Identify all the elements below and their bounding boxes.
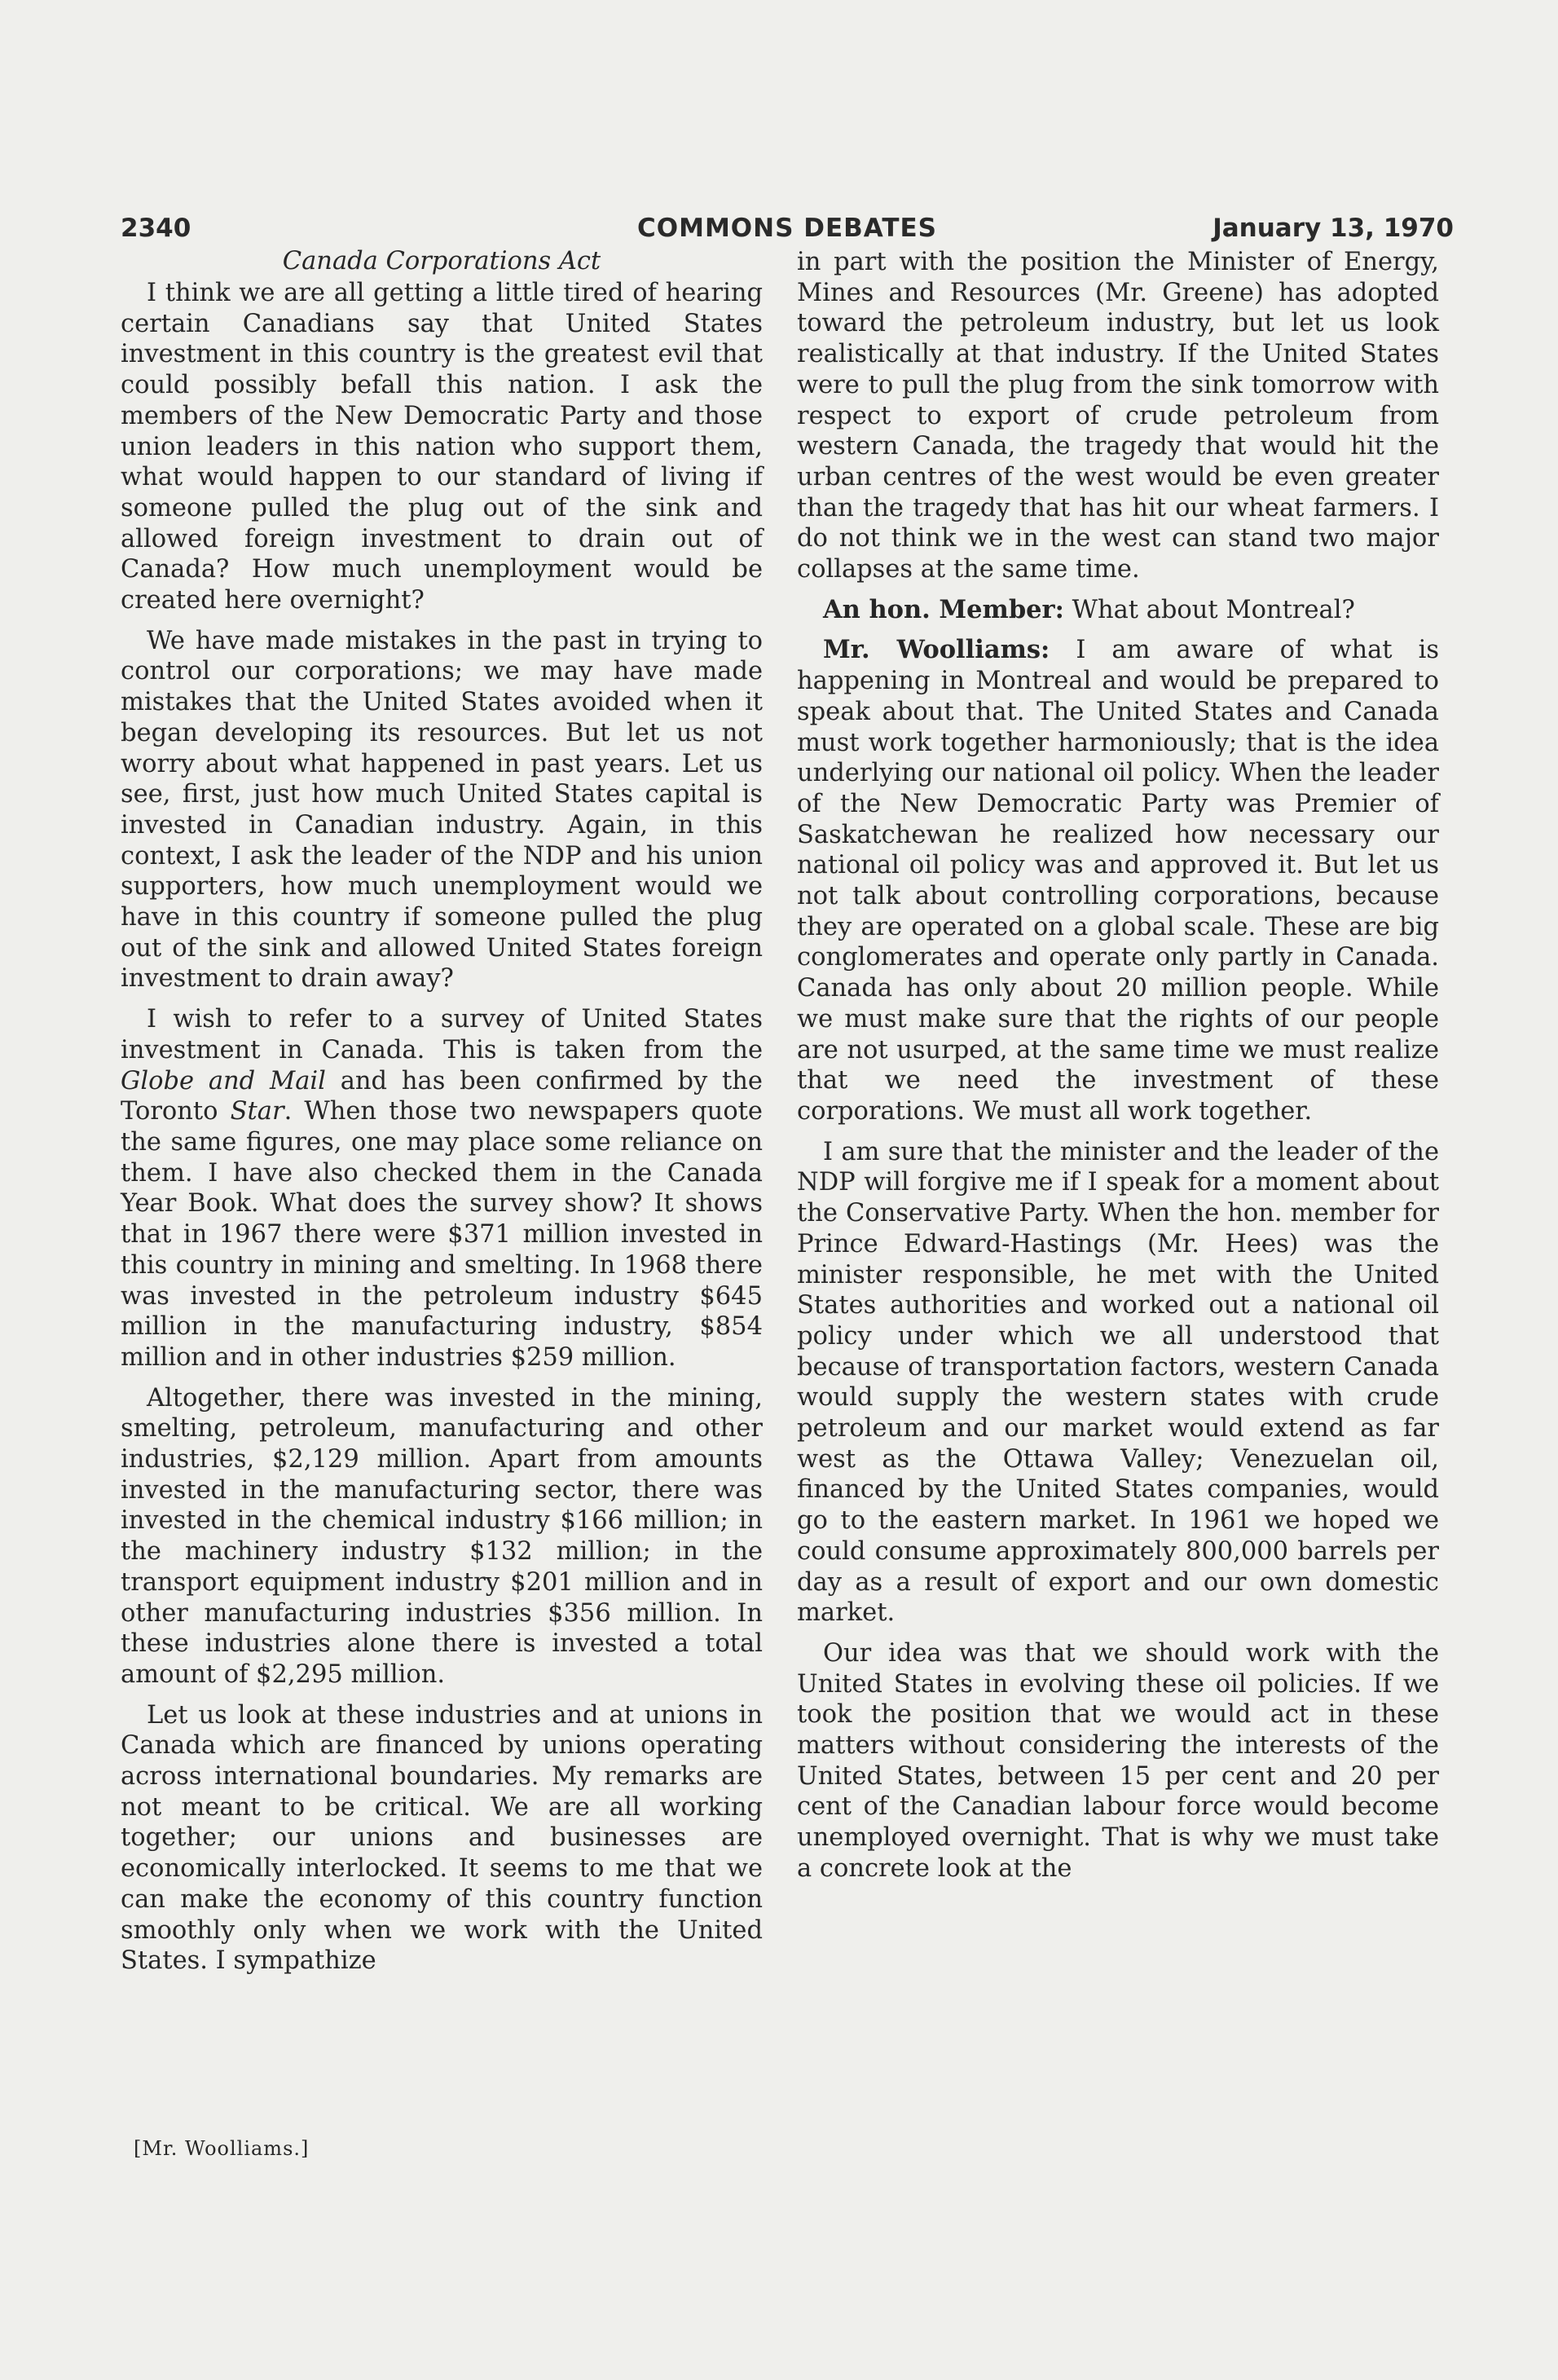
speaker-footer: [Mr. Woolliams.]: [134, 2137, 310, 2160]
text-run: What about Montreal?: [1072, 595, 1355, 624]
paragraph: We have made mistakes in the past in trying to control our corporations; we may have made mistakes that the United States avoided when it began developing its resources. But let us not worry about what happened in past years. Let us see, first, just how much United States capital is invested in Canadian industry. Again, in this context, I ask the leader of the NDP and his union supporters, how much unemployment would we have in this country if someone pulled the plug out of the sink and allowed United States foreign investment to drain away?: [121, 626, 763, 994]
newspaper-name: Globe and Mail: [121, 1066, 326, 1095]
paragraph: Our idea was that we should work with the United States in evolving these oil policies. If we took the position that we would act in these matters without considering the interests of the United States, between 15 per cent and 20 per cent of the Canadian labour force would become unemployed overnight. That is why we must take a concrete look at the: [797, 1638, 1439, 1883]
paragraph: in part with the position the Minister of Energy, Mines and Resources (Mr. Greene) has adopted toward the petroleum industry, but let us look realistically at that industry. If the United States were to pull the plug from the sink tomorrow with respect to export of crude petroleum from western Canada, the tragedy that would hit the urban centres of the west would be even greater than the tragedy that has hit our wheat farmers. I do not think we in the west can stand two major collapses at the same time.: [797, 248, 1439, 584]
text-run: I wish to refer to a survey of United States investment in Canada. This is taken from the: [121, 1005, 763, 1064]
text-run: I am aware of what is happening in Montreal and would be prepared to speak about that. The United States and Canada must work together harmoniously; that is the idea underlying our national oil policy. When the leader of the New Democratic Party was Premier of Saskatchewan he realized how necessary our national oil policy was and approved it. But let us not talk about controlling corporations, because they are operated on a global scale. These are big conglomerates and operate only partly in Canada. Canada has only about 20 million people. While we must make sure that the rights of our people are not usurped, at the same time we must realize that we need the investment of these corporations. We must all work together.: [797, 636, 1439, 1126]
paragraph: I am sure that the minister and the leader of the NDP will forgive me if I speak for a moment about the Conservative Party. When the hon. member for Prince Edward-Hastings (Mr. Hees) was the minister responsible, he met with the United States authorities and worked out a national oil policy under which we all understood that because of transportation factors, western Canada would supply the western states with crude petroleum and our market would extend as far west as the Ottawa Valley; Venezuelan oil, financed by the United States companies, would go to the eastern market. In 1961 we hoped we could consume approximately 800,000 barrels per day as a result of export and our own domestic market.: [797, 1137, 1439, 1628]
text-run: and has been confirmed by the Toronto: [121, 1066, 763, 1126]
paragraph: I think we are all getting a little tired of hearing certain Canadians say that United States investment in this country is the greatest evil that could possibly befall this nation. I ask the members of the New Democratic Party and those union leaders in this nation who support them, what would happen to our standard of living if someone pulled the plug out of the sink and allowed foreign investment to drain out of Canada? How much unemployment would be created here overnight?: [121, 279, 763, 615]
page-number: 2340: [121, 214, 191, 243]
left-column: [121, 247, 763, 1986]
paragraph: Let us look at these industries and at unions in Canada which are financed by unions operating across international boundaries. My remarks are not meant to be critical. We are all working together; our unions and businesses are economically interlocked. It seems to me that we can make the economy of this country function smoothly only when we work with the United States. I sympathize: [121, 1700, 763, 1976]
issue-date: January 13, 1970: [1213, 214, 1454, 243]
paragraph: [121, 1004, 763, 1373]
text-run: . When those two newspapers quote the same figures, one may place some reliance on them. I have also checked them in the Canada Year Book. What does the survey show? It shows that in 1967 there were $371 million invested in this country in mining and smelting. In 1968 there was invested in the petroleum industry $645 million in the manufacturing industry, $854 million and in other industries $259 million.: [121, 1097, 763, 1372]
publication-title: COMMONS DEBATES: [637, 214, 937, 243]
paragraph: [797, 595, 1439, 626]
paragraph: Altogether, there was invested in the mining, smelting, petroleum, manufacturing and other industries, $2,129 million. Apart from amounts invested in the manufacturing sector, there was invested in the chemical industry $166 million; in the machinery industry $132 million; in the transport equipment industry $201 million and in other manufacturing industries $356 million. In these industries alone there is invested a total amount of $2,295 million.: [121, 1383, 763, 1689]
right-column: [797, 247, 1439, 1894]
paragraph: [797, 635, 1439, 1126]
newspaper-name: Star: [230, 1097, 284, 1126]
speaker-label: An hon. Member:: [823, 594, 1064, 624]
running-title: Canada Corporations Act: [282, 247, 601, 275]
speaker-label: Mr. Woolliams:: [823, 635, 1050, 665]
